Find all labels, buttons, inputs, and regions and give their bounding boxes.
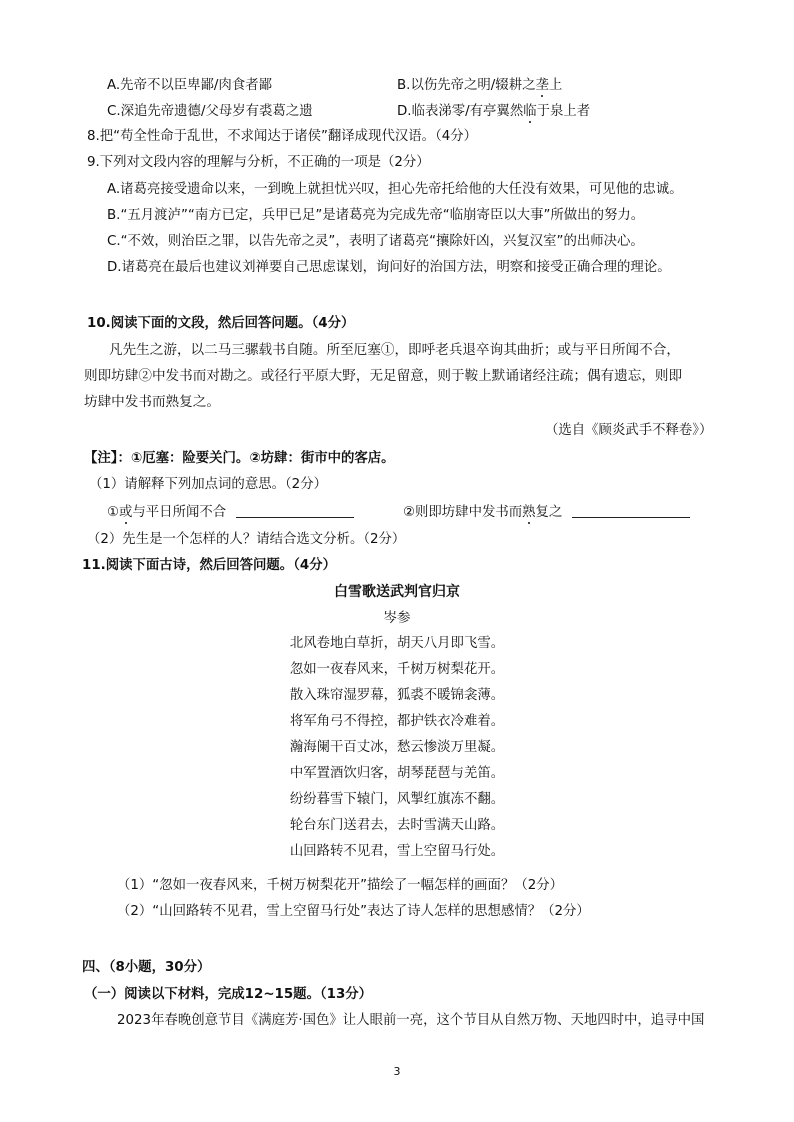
poem-title: 白雪歌送武判官归京 xyxy=(334,584,460,600)
poem-line: 忽如一夜春风来，千树万树梨花开。 xyxy=(289,662,505,677)
section-4-heading: 四、（8小题，30分） xyxy=(82,960,211,975)
q10-passage-line-2: 则即坊肆②中发书而对勘之。或径行平原大野，无足留意，则于鞍上默诵诸经注疏；偶有遗忘，则即 xyxy=(84,368,683,384)
poem-line: 山回路转不见君，雪上空留马行处。 xyxy=(289,844,505,859)
poem-line: 散入珠帘湿罗幕，狐裘不暖锦衾薄。 xyxy=(289,688,505,703)
q10-heading: 10.阅读下面的文段，然后回答问题。（4分） xyxy=(87,316,355,331)
q10-passage-line-1: 凡先生之游，以二马三骡载书自随。所至厄塞①，即呼老兵退卒询其曲折；或与平日所闻不合， xyxy=(109,342,680,358)
section-4-part-1-heading: （一）阅读以下材料，完成12~15题。（13分） xyxy=(84,987,373,1002)
poem-line: 北风卷地白草折，胡天八月即飞雪。 xyxy=(289,636,505,651)
q7-option-b: B.以伤先帝之明/辍耕之垄上 xyxy=(397,78,563,93)
q10-sub-question-2: （2）先生是一个怎样的人？请结合选文分析。（2分） xyxy=(87,532,406,547)
poem-line: 轮台东门送君去，去时雪满天山路。 xyxy=(289,818,505,833)
q11-heading: 11.阅读下面古诗，然后回答问题。（4分） xyxy=(82,558,336,573)
q9-option-d: D.诸葛亮在最后也建议刘禅要自己思虑谋划，询问好的治国方法，明察和接受正确合理的理论。 xyxy=(107,260,671,275)
q7-option-c: C.深追先帝遗德/父母岁有裘葛之遗 xyxy=(107,104,313,119)
q9-option-a: A.诸葛亮接受遗命以来，一到晚上就担忧兴叹，担心先帝托给他的大任没有效果，可见他的忠诚。 xyxy=(107,182,683,197)
q10-passage-line-3: 坊肆中发书而熟复之。 xyxy=(84,394,220,410)
q7-option-d: D.临表涕零/有亭翼然临于泉上者 xyxy=(397,104,591,119)
q10-source: （选自《顾炎武手不释卷》） xyxy=(545,423,713,438)
q7-option-a: A.先帝不以臣卑鄙/肉食者鄙 xyxy=(107,78,272,93)
poem-line: 纷纷暮雪下辕门，风掣红旗冻不翻。 xyxy=(289,792,505,807)
q10-item-2-answer-blank[interactable] xyxy=(572,503,690,518)
q10-item-1-dotted-char: 或 xyxy=(119,505,133,520)
poem-line: 中军置酒饮归客，胡琴琵琶与羌笛。 xyxy=(289,766,505,781)
poem-line: 瀚海阑干百丈冰，愁云惨淡万里凝。 xyxy=(289,740,505,755)
q8-question: 8.把“苟全性命于乱世，不求闻达于诸侯”翻译成现代汉语。（4分） xyxy=(87,129,478,144)
q10-item-1: ①或与平日所闻不合 xyxy=(107,503,354,523)
q10-sub-question-1: （1）请解释下列加点词的意思。（2分） xyxy=(89,477,327,492)
q7-option-d-dotted-char: 临 xyxy=(523,104,537,119)
q9-option-b: B.“五月渡泸”“南方已定，兵甲已足”是诸葛亮为完成先帝“临崩寄臣以大事”所做出的努力。 xyxy=(107,208,645,223)
q9-stem: 9.下列对文段内容的理解与分析，不正确的一项是（2分） xyxy=(87,155,430,170)
q10-item-2-dotted-char: 熟 xyxy=(522,505,536,520)
q10-note: 【注】：①厄塞：险要关门。②坊肆：街市中的客店。 xyxy=(84,451,395,466)
poem-line: 将军角弓不得控，都护铁衣冷难着。 xyxy=(289,714,505,729)
section-4-passage-line-1: 2023年春晚创意节目《满庭芳·国色》让人眼前一亮，这个节目从自然万物、天地四时中，追寻中国 xyxy=(117,1013,705,1028)
q11-sub-question-1: （1）“忽如一夜春风来，千树万树梨花开”描绘了一幅怎样的画面？（2分） xyxy=(117,878,564,893)
q10-item-2: ②则即坊肆中发书而熟复之 xyxy=(403,503,690,523)
q11-sub-question-2: （2）“山回路转不见君，雪上空留马行处”表达了诗人怎样的思想感情？（2分） xyxy=(117,904,590,919)
q9-option-c: C.“不效，则治臣之罪，以告先帝之灵”，表明了诸葛亮“攘除奸凶，兴复汉室”的出师决心。 xyxy=(107,234,644,249)
page-number: 3 xyxy=(393,1065,401,1078)
q7-option-b-dotted-char: 垄 xyxy=(535,78,549,93)
q10-item-1-answer-blank[interactable] xyxy=(236,503,354,518)
poem-author: 岑参 xyxy=(383,610,411,626)
